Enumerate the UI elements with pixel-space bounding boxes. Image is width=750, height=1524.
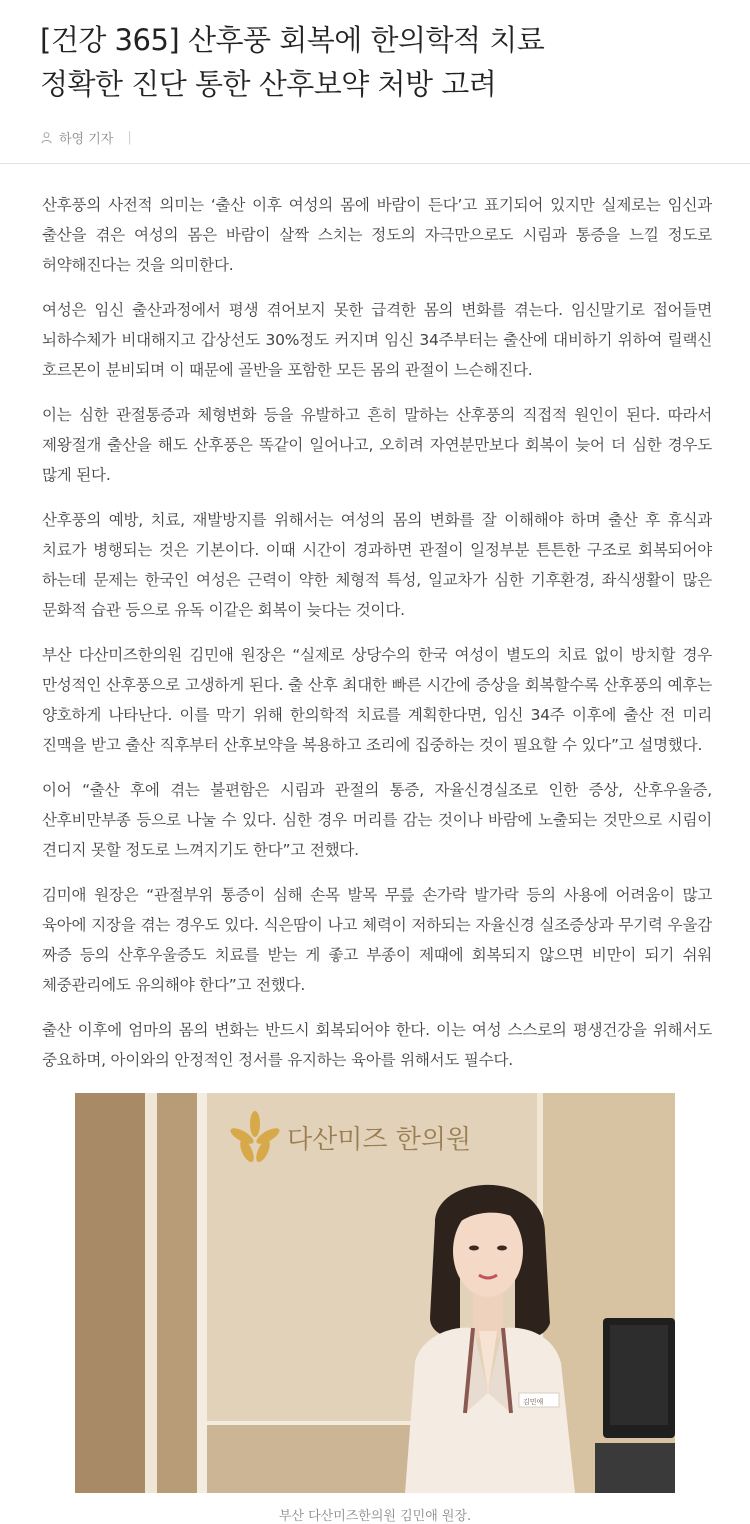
paragraph: 출산 이후에 엄마의 몸의 변화는 반드시 회복되어야 한다. 이는 여성 스스로의 평생건강을 위해서도 중요하며, 아이와의 안정적인 정서를 유지하는 육아를 위해서도 필수다.	[42, 1021, 712, 1069]
byline-separator: |	[127, 130, 132, 145]
photo-caption: 부산 다산미즈한의원 김민애 원장.	[278, 1509, 472, 1524]
author-name[interactable]: 하영 기자	[59, 132, 114, 147]
paragraph: 부산 다산미즈한의원 김민애 원장은 “실제로 상당수의 한국 여성이 별도의 치료 없이 방치할 경우 만성적인 산후풍으로 고생하게 된다. 출 산후 최대한 빠른 시간에 증상을 회복할수록 산후풍의 예후는 양호하게 나타난다. 이를 막기 위해 한의학적 치료를 계획한다면, 임신 34주 이후에 출산 전 미리 진맥을 받고 출산 직후부터 산후보약을 복용하고 조리에 집중하는 것이 필요할 수 있다”고 설명했다.	[42, 646, 712, 754]
byline	[40, 128, 710, 163]
coat-name-tag: 김민애	[523, 1398, 544, 1406]
article-body	[0, 164, 750, 1075]
title-line-2: 정확한 진단 통한 산후보약 처방 고려	[40, 67, 497, 101]
paragraph: 이는 심한 관절통증과 체형변화 등을 유발하고 흔히 말하는 산후풍의 직접적 원인이 된다. 따라서 제왕절개 출산을 해도 산후풍은 똑같이 일어나고, 오히려 자연분만보다 회복이 늦어 더 심한 경우도 많게 된다.	[42, 406, 712, 484]
article-photo	[75, 1093, 675, 1493]
paragraph: 이어 “출산 후에 겪는 불편함은 시림과 관절의 통증, 자율신경실조로 인한 증상, 산후우울증, 산후비만부종 등으로 나눌 수 있다. 심한 경우 머리를 감는 것이나 바람에 노출되는 것만으로 시림이 견디지 못할 정도로 느껴지기도 한다”고 전했다.	[42, 781, 712, 859]
person-icon	[40, 131, 53, 144]
paragraph: 산후풍의 예방, 치료, 재발방지를 위해서는 여성의 몸의 변화를 잘 이해해야 하며 출산 후 휴식과 치료가 병행되는 것은 기본이다. 이때 시간이 경과하면 관절이 일정부분 튼튼한 구조로 회복되어야 하는데 문제는 한국인 여성은 근력이 약한 체형적 특성, 일교차가 심한 기후환경, 좌식생활이 많은 문화적 습관 등으로 유독 이같은 회복이 늦다는 것이다.	[42, 511, 712, 619]
paragraph: 산후풍의 사전적 의미는 ‘출산 이후 여성의 몸에 바람이 든다’고 표기되어 있지만 실제로는 임신과 출산을 겪은 여성의 몸은 바람이 살짝 스치는 정도의 자극만으로도 시림과 통증을 느낄 정도로 허약해진다는 것을 의미한다.	[42, 196, 712, 274]
paragraph: 여성은 임신 출산과정에서 평생 겪어보지 못한 급격한 몸의 변화를 겪는다. 임신말기로 접어들면 뇌하수체가 비대해지고 갑상선도 30%정도 커지며 임신 34주부터는 출산에 대비하기 위하여 릴랙신 호르몬이 분비되며 이 때문에 골반을 포함한 모든 몸의 관절이 느슨해진다.	[42, 301, 712, 379]
doctor-portrait-illustration	[75, 1093, 675, 1493]
clinic-sign: 다산미즈 한의원	[287, 1125, 472, 1155]
article-title	[40, 18, 710, 106]
title-line-1: [건강 365] 산후풍 회복에 한의학적 치료	[40, 23, 545, 57]
paragraph: 김미애 원장은 “관절부위 통증이 심해 손목 발목 무릎 손가락 발가락 등의 사용에 어려움이 많고 육아에 지장을 겪는 경우도 있다. 식은땀이 나고 체력이 저하되는 자율신경 실조증상과 무기력 우울감 짜증 등의 산후우울증도 치료를 받는 게 좋고 부종이 제때에 회복되지 않으면 비만이 되기 쉬워 체중관리에도 유의해야 한다”고 전했다.	[42, 886, 712, 994]
article-header	[0, 0, 750, 163]
